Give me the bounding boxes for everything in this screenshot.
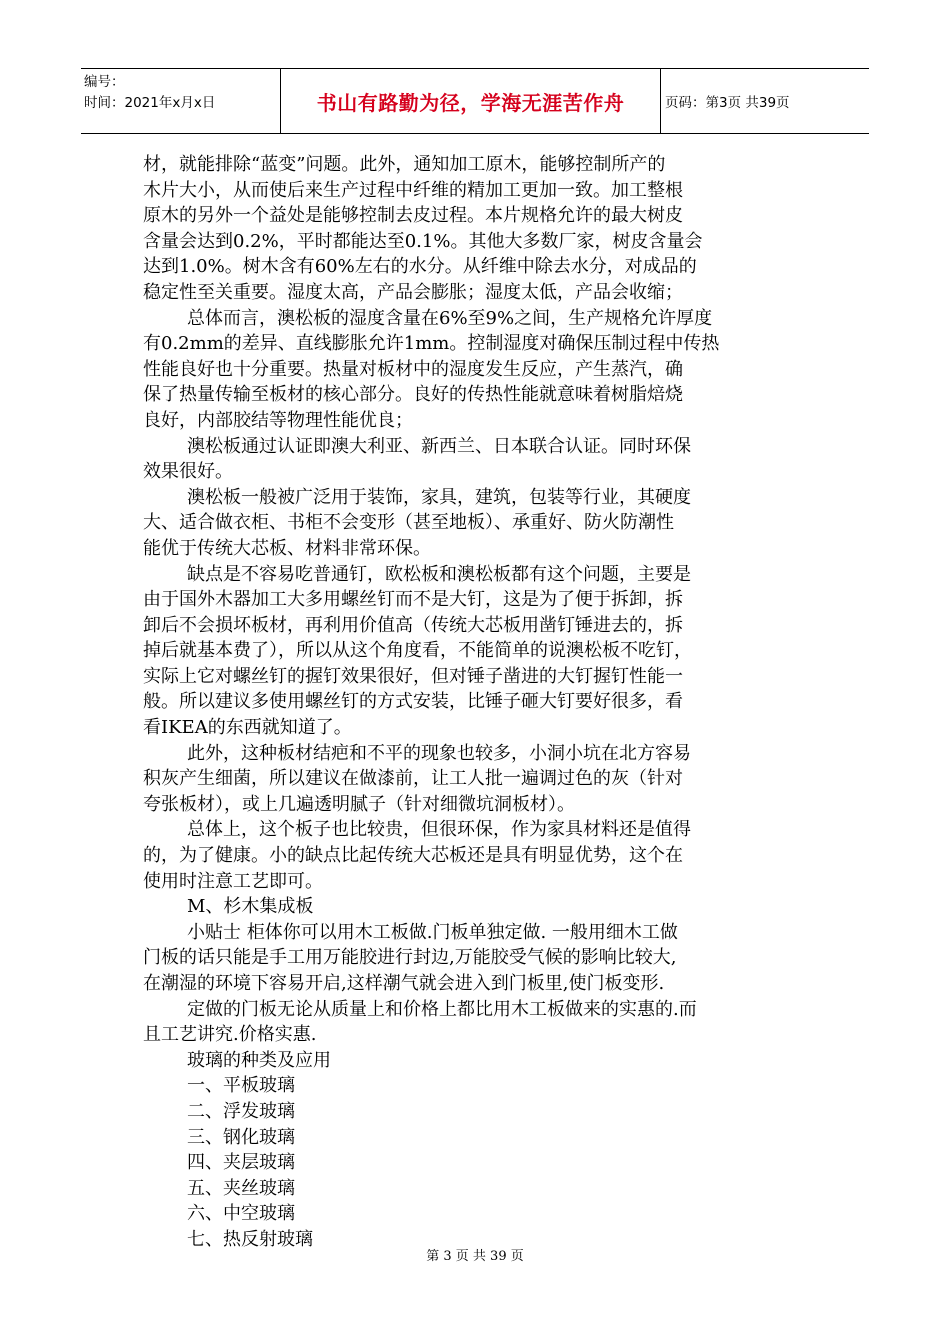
header-page-info: 页码：第3页 共39页	[665, 95, 790, 111]
text-line: 使用时注意工艺即可。	[143, 870, 323, 892]
text-line: 四、夹层玻璃	[187, 1152, 295, 1174]
text-line: 澳松板一般被广泛用于装饰，家具，建筑，包装等行业，其硬度	[187, 486, 691, 508]
text-line: 能优于传统大芯板、材料非常环保。	[143, 537, 431, 559]
text-line: 效果很好。	[143, 461, 233, 483]
text-line: M、杉木集成板	[187, 896, 314, 918]
document-date: 时间：2021年x月x日	[84, 95, 216, 111]
text-line: 大、适合做衣柜、书柜不会变形（甚至地板）、承重好、防火防潮性	[143, 512, 674, 534]
text-line: 稳定性至关重要。湿度太高，产品会膨胀；湿度太低，产品会收缩；	[143, 281, 683, 303]
text-line: 二、浮发玻璃	[187, 1100, 295, 1122]
text-line: 性能良好也十分重要。热量对板材中的湿度发生反应，产生蒸汽，确	[143, 358, 683, 380]
text-line: 玻璃的种类及应用	[187, 1049, 331, 1071]
text-line: 且工艺讲究.价格实惠.	[143, 1024, 317, 1046]
text-line: 掉后就基本费了），所以从这个角度看，不能简单的说澳松板不吃钉，	[143, 640, 692, 662]
text-line: 保了热量传输至板材的核心部分。良好的传热性能就意味着树脂焙烧	[143, 384, 683, 406]
text-line: 定做的门板无论从质量上和价格上都比用木工板做来的实惠的.而	[187, 998, 697, 1020]
text-line: 一、平板玻璃	[187, 1075, 295, 1097]
text-line: 卸后不会损坏板材，再利用价值高（传统大芯板用凿钉锤进去的，拆	[143, 614, 683, 636]
document-number: 编号：	[84, 74, 125, 90]
text-line: 六、中空玻璃	[187, 1203, 295, 1225]
text-line: 有0.2mm的差异、直线膨胀允许1mm。控制湿度对确保压制过程中传热	[143, 333, 720, 355]
page-header	[81, 68, 869, 134]
text-line: 三、钢化玻璃	[187, 1126, 295, 1148]
text-line: 原木的另外一个益处是能够控制去皮过程。本片规格允许的最大树皮	[143, 205, 683, 227]
text-line: 看IKEA的东西就知道了。	[143, 717, 352, 739]
text-line: 积灰产生细菌，所以建议在做漆前，让工人批一遍调过色的灰（针对	[143, 768, 683, 790]
text-line: 夸张板材），或上几遍透明腻子（针对细微坑洞板材）。	[143, 793, 575, 815]
text-line: 总体而言，澳松板的湿度含量在6%至9%之间，生产规格允许厚度	[187, 307, 713, 329]
text-line: 材，就能排除“蓝变”问题。此外，通知加工原木，能够控制所产的	[143, 154, 666, 175]
text-line: 缺点是不容易吃普通钉，欧松板和澳松板都有这个问题，主要是	[187, 563, 691, 585]
text-line: 小贴士 柜体你可以用木工板做.门板单独定做. 一般用细木工做	[187, 921, 678, 943]
header-motto-cell	[281, 69, 661, 133]
header-motto: 书山有路勤为径，学海无涯苦作舟	[316, 90, 625, 115]
text-line: 木片大小，从而使后来生产过程中纤维的精加工更加一致。加工整根	[143, 179, 683, 201]
text-line: 总体上，这个板子也比较贵，但很环保，作为家具材料还是值得	[187, 819, 691, 841]
text-line: 此外，这种板材结疤和不平的现象也较多，小洞小坑在北方容易	[187, 742, 691, 764]
text-line: 的，为了健康。小的缺点比起传统大芯板还是具有明显优势，这个在	[143, 845, 683, 867]
text-line: 实际上它对螺丝钉的握钉效果很好，但对锤子凿进的大钉握钉性能一	[143, 665, 683, 687]
text-line: 澳松板通过认证即澳大利亚、新西兰、日本联合认证。同时环保	[187, 435, 691, 457]
text-line: 达到1.0%。树木含有60%左右的水分。从纤维中除去水分，对成品的	[143, 256, 697, 278]
header-meta	[81, 69, 281, 133]
document-body	[143, 152, 815, 1253]
text-line: 良好，内部胶结等物理性能优良；	[143, 409, 413, 431]
page-footer: 第 3 页 共 39 页	[426, 1249, 524, 1264]
text-line: 门板的话只能是手工用万能胶进行封边,万能胶受气候的影响比较大,	[143, 947, 677, 969]
text-line: 由于国外木器加工大多用螺丝钉而不是大钉，这是为了便于拆卸，拆	[143, 589, 683, 611]
text-line: 在潮湿的环境下容易开启,这样潮气就会进入到门板里,使门板变形.	[143, 973, 665, 994]
text-line: 七、热反射玻璃	[187, 1228, 313, 1250]
text-line: 含量会达到0.2%，平时都能达至0.1%。其他大多数厂家，树皮含量会	[143, 230, 703, 252]
text-line: 五、夹丝玻璃	[187, 1177, 295, 1199]
text-line: 般。所以建议多使用螺丝钉的方式安装，比锤子砸大钉要好很多，看	[143, 691, 683, 713]
